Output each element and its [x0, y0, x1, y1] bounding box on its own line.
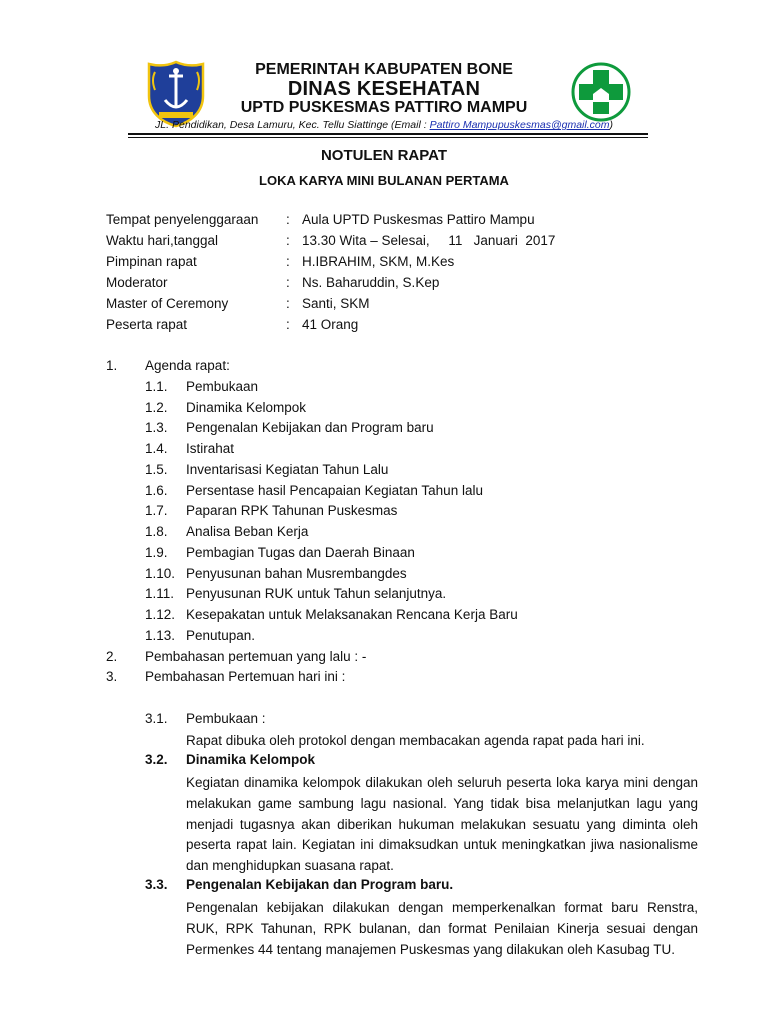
agenda-item: Dinamika Kelompok — [186, 400, 307, 415]
letterhead-government: PEMERINTAH KABUPATEN BONE — [255, 61, 513, 78]
subsection-body: Kegiatan dinamika kelompok dilakukan oleh seluruh peserta loka karya mini dengan melakukan game sambung lagu nasional. Yang tidak bisa melanjutkan lagu yang menjadi tugasnya akan diberikan hukuman melakukan sesuatu yang diminta oleh peserta rapat lain. Kegiatan ini dimaksudkan untuk meningkatkan jiwa nasionalisme dan menghidupkan suasana rapat. — [186, 775, 698, 874]
letterhead-rule-thin — [128, 137, 648, 138]
info-label: Tempat penyelenggaraan — [106, 212, 259, 227]
agenda-item: Penyusunan bahan Musrembangdes — [186, 566, 407, 581]
address-close: ) — [609, 119, 613, 131]
info-label: Waktu hari,tanggal — [106, 233, 219, 248]
subsection-number: 3.3. — [145, 877, 168, 892]
agenda-item: Pembagian Tugas dan Daerah Binaan — [186, 545, 415, 560]
agenda-number: 1.5. — [145, 462, 168, 477]
agenda-number: 1.9. — [145, 545, 168, 560]
letterhead-address — [0, 119, 768, 131]
agenda-item: Persentase hasil Pencapaian Kegiatan Tahun lalu — [186, 483, 483, 498]
agenda-number: 1.11. — [145, 586, 175, 601]
agenda-number: 1.3. — [145, 420, 168, 435]
info-value: Ns. Baharuddin, S.Kep — [302, 275, 440, 290]
document-title: NOTULEN RAPAT — [320, 147, 448, 164]
info-label: Moderator — [106, 275, 168, 290]
agenda-number: 1.8. — [145, 524, 168, 539]
agenda-number: 1.4. — [145, 441, 168, 456]
agenda-number: 1.6. — [145, 483, 168, 498]
info-label: Peserta rapat — [106, 317, 188, 332]
agenda-item: Pengenalan Kebijakan dan Program baru — [186, 420, 434, 435]
agenda-number: 1.1. — [145, 379, 168, 394]
letterhead-rule — [128, 133, 648, 135]
agenda-number: 1.7. — [145, 503, 168, 518]
section-number: 1. — [106, 358, 118, 373]
info-colon: : — [286, 275, 290, 290]
email-link[interactable]: Pattiro Mampupuskesmas@gmail.com — [429, 119, 610, 131]
subsection-heading: Pengenalan Kebijakan dan Program baru. — [186, 877, 454, 892]
subsection-heading: Dinamika Kelompok — [186, 752, 316, 767]
info-label: Pimpinan rapat — [106, 254, 197, 269]
letterhead-department: DINAS KESEHATAN — [287, 78, 481, 100]
subsection-number: 3.2. — [145, 752, 168, 767]
info-value: 41 Orang — [302, 317, 359, 332]
agenda-number: 1.13. — [145, 628, 176, 643]
info-colon: : — [286, 296, 290, 311]
info-colon: : — [286, 233, 290, 248]
address-text: JL. Pendidikan, Desa Lamuru, Kec. Tellu Siattinge (Email : — [155, 119, 430, 131]
agenda-item: Pembukaan — [186, 379, 259, 394]
agenda-item: Istirahat — [186, 441, 235, 456]
section-heading: Pembahasan pertemuan yang lalu : - — [145, 649, 367, 664]
document-subtitle: LOKA KARYA MINI BULANAN PERTAMA — [259, 173, 509, 188]
agenda-item: Penyusunan RUK untuk Tahun selanjutnya. — [186, 586, 447, 601]
section-heading: Agenda rapat: — [145, 358, 230, 373]
letterhead-unit: UPTD PUSKESMAS PATTIRO MAMPU — [240, 99, 528, 116]
agenda-item: Kesepakatan untuk Melaksanakan Rencana Kerja Baru — [186, 607, 518, 622]
agenda-number: 1.10. — [145, 566, 176, 581]
info-value: Santi, SKM — [302, 296, 370, 311]
info-colon: : — [286, 212, 290, 227]
info-value: H.IBRAHIM, SKM, M.Kes — [302, 254, 455, 269]
info-colon: : — [286, 317, 290, 332]
section-number: 3. — [106, 669, 118, 684]
subsection-number: 3.1. — [145, 711, 168, 726]
info-colon: : — [286, 254, 290, 269]
info-value: Aula UPTD Puskesmas Pattiro Mampu — [302, 212, 535, 227]
agenda-item: Analisa Beban Kerja — [186, 524, 309, 539]
info-value: 13.30 Wita – Selesai, 11 Januari 2017 — [302, 233, 556, 248]
agenda-item: Paparan RPK Tahunan Puskesmas — [186, 503, 398, 518]
subsection-body: Pengenalan kebijakan dilakukan dengan memperkenalkan format baru Renstra, RUK, RPK Tahunan, RPK bulanan, dan format Penilaian Kinerja sesuai dengan Permenkes 44 tentang manajemen Puskesmas yang dilakukan oleh Kasubag TU. — [186, 900, 698, 957]
section-number: 2. — [106, 649, 118, 664]
agenda-item: Penutupan. — [186, 628, 256, 643]
subsection-body: Rapat dibuka oleh protokol dengan membacakan agenda rapat pada hari ini. — [186, 733, 645, 748]
info-label: Master of Ceremony — [106, 296, 229, 311]
agenda-number: 1.2. — [145, 400, 168, 415]
section-heading: Pembahasan Pertemuan hari ini : — [145, 669, 346, 684]
agenda-number: 1.12. — [145, 607, 176, 622]
subsection-heading: Pembukaan : — [186, 711, 266, 726]
agenda-item: Inventarisasi Kegiatan Tahun Lalu — [186, 462, 389, 477]
